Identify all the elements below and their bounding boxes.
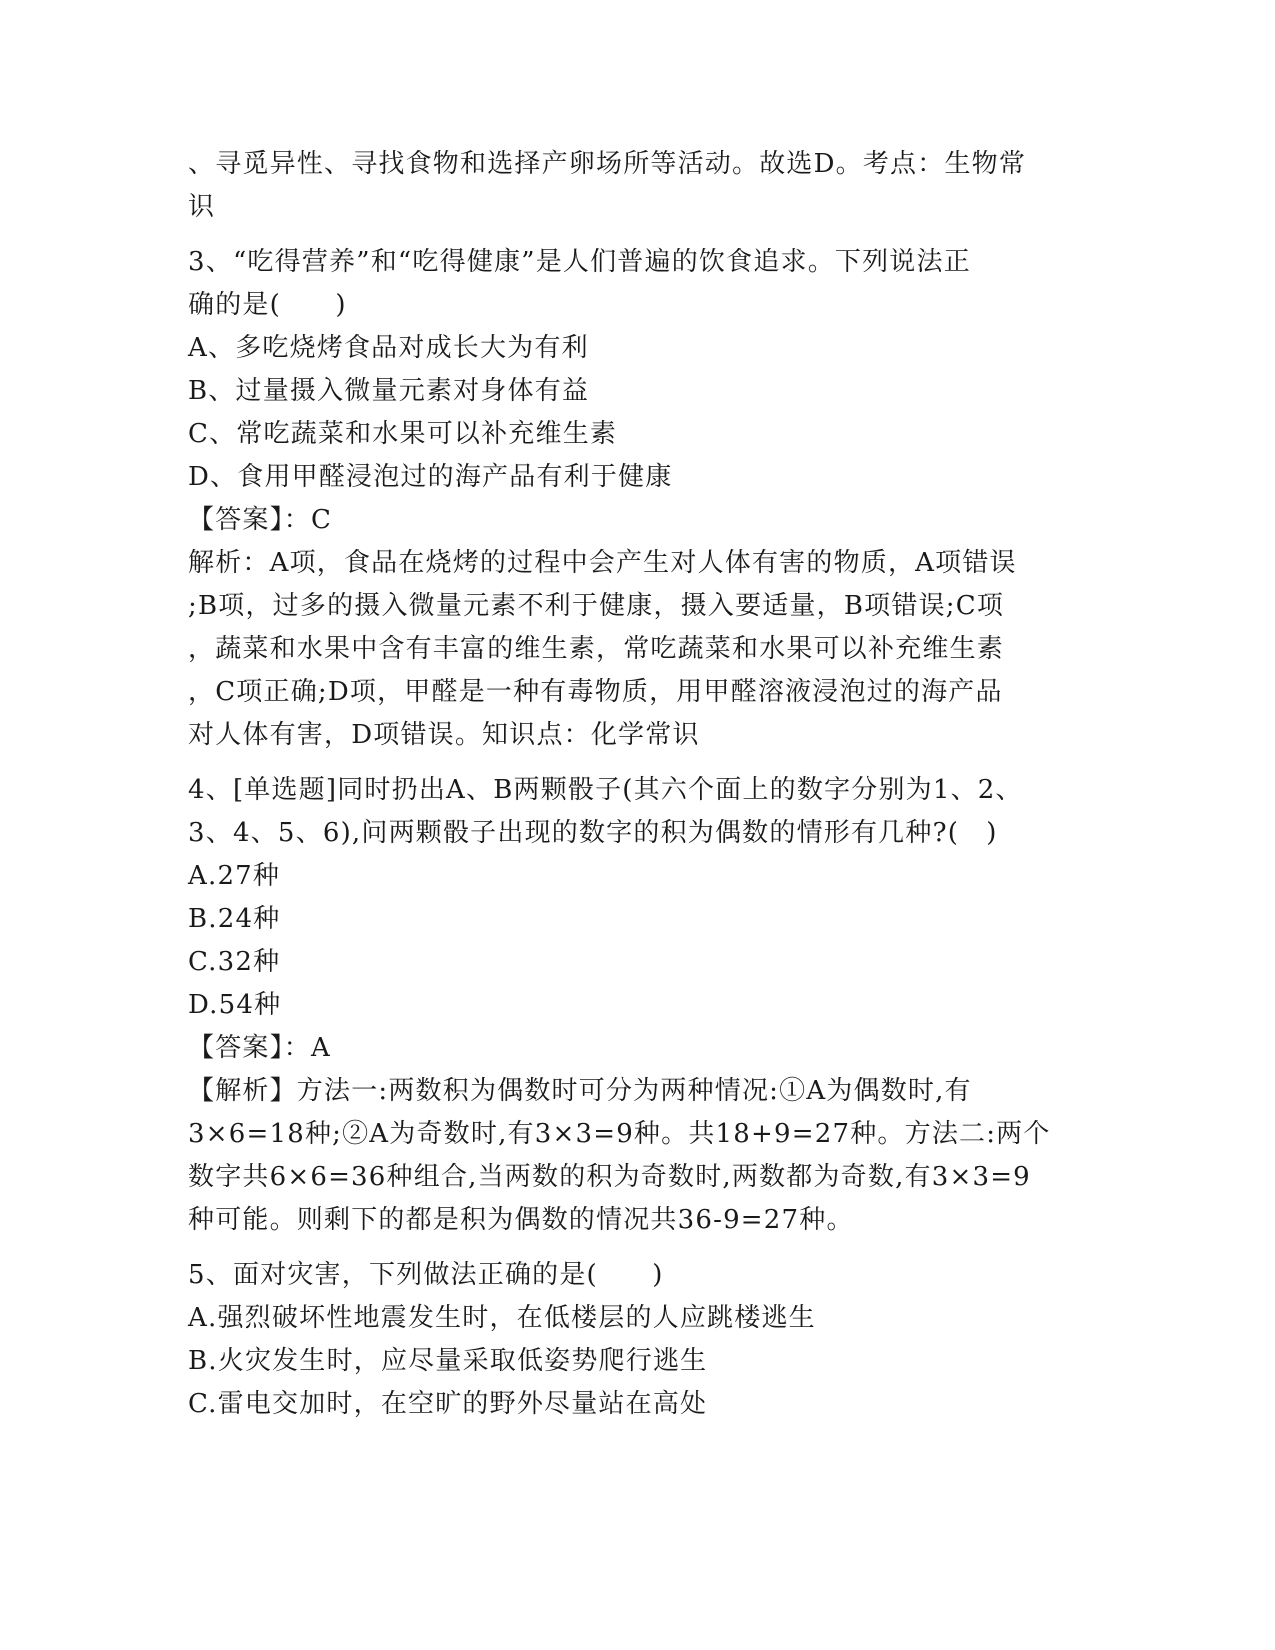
question-text: 3、“吃得营养”和“吃得健康”是人们普遍的饮食追求。下列说法正 xyxy=(188,247,971,277)
continuation-paragraph xyxy=(188,143,1088,229)
option-c: C.雷电交加时，在空旷的野外尽量站在高处 xyxy=(188,1389,708,1419)
analysis-line: 解析：A项，食品在烧烤的过程中会产生对人体有害的物质，A项错误 xyxy=(188,548,1017,578)
option-c: C.32种 xyxy=(188,947,281,977)
question-text: 4、[单选题]同时扔出A、B两颗骰子(其六个面上的数字分别为1、2、 xyxy=(188,775,1023,805)
option-d: D、食用甲醛浸泡过的海产品有利于健康 xyxy=(188,462,673,492)
question-text: 3、4、5、6),问两颗骰子出现的数字的积为偶数的情形有几种?( ) xyxy=(188,818,998,848)
analysis-line: 对人体有害，D项错误。知识点：化学常识 xyxy=(188,720,700,750)
option-a: A、多吃烧烤食品对成长大为有利 xyxy=(188,333,589,363)
document-page xyxy=(188,143,1088,1426)
option-b: B.24种 xyxy=(188,904,281,934)
analysis-line: ;B项，过多的摄入微量元素不利于健康，摄入要适量，B项错误;C项 xyxy=(188,591,1005,621)
analysis-line: 【解析】方法一:两数积为偶数时可分为两种情况:①A为偶数时,有 xyxy=(188,1076,972,1106)
analysis-line: 种可能。则剩下的都是积为偶数的情况共36-9=27种。 xyxy=(188,1205,854,1235)
analysis-line: ，蔬菜和水果中含有丰富的维生素，常吃蔬菜和水果可以补充维生素 xyxy=(188,634,1005,664)
option-c: C、常吃蔬菜和水果可以补充维生素 xyxy=(188,419,618,449)
option-d: D.54种 xyxy=(188,990,282,1020)
option-a: A.强烈破坏性地震发生时，在低楼层的人应跳楼逃生 xyxy=(188,1303,816,1333)
analysis-line: ，C项正确;D项，甲醛是一种有毒物质，用甲醛溶液浸泡过的海产品 xyxy=(188,677,1003,707)
question-5 xyxy=(188,1254,1088,1426)
analysis-line: 3×6=18种;②A为奇数时,有3×3=9种。共18+9=27种。方法二:两个 xyxy=(188,1119,1051,1149)
option-a: A.27种 xyxy=(188,861,281,891)
question-text: 5、面对灾害，下列做法正确的是( ) xyxy=(188,1260,664,1290)
text-line: 、寻觅异性、寻找食物和选择产卵场所等活动。故选D。考点：生物常 xyxy=(188,149,1027,179)
answer: 【答案】：A xyxy=(188,1033,331,1063)
analysis-line: 数字共6×6=36种组合,当两数的积为奇数时,两数都为奇数,有3×3=9 xyxy=(188,1162,1031,1192)
option-b: B、过量摄入微量元素对身体有益 xyxy=(188,376,590,406)
question-text: 确的是( ) xyxy=(188,290,347,320)
answer: 【答案】：C xyxy=(188,505,333,535)
option-b: B.火灾发生时，应尽量采取低姿势爬行逃生 xyxy=(188,1346,708,1376)
question-3 xyxy=(188,241,1088,757)
text-line: 识 xyxy=(188,192,216,222)
question-4 xyxy=(188,769,1088,1242)
